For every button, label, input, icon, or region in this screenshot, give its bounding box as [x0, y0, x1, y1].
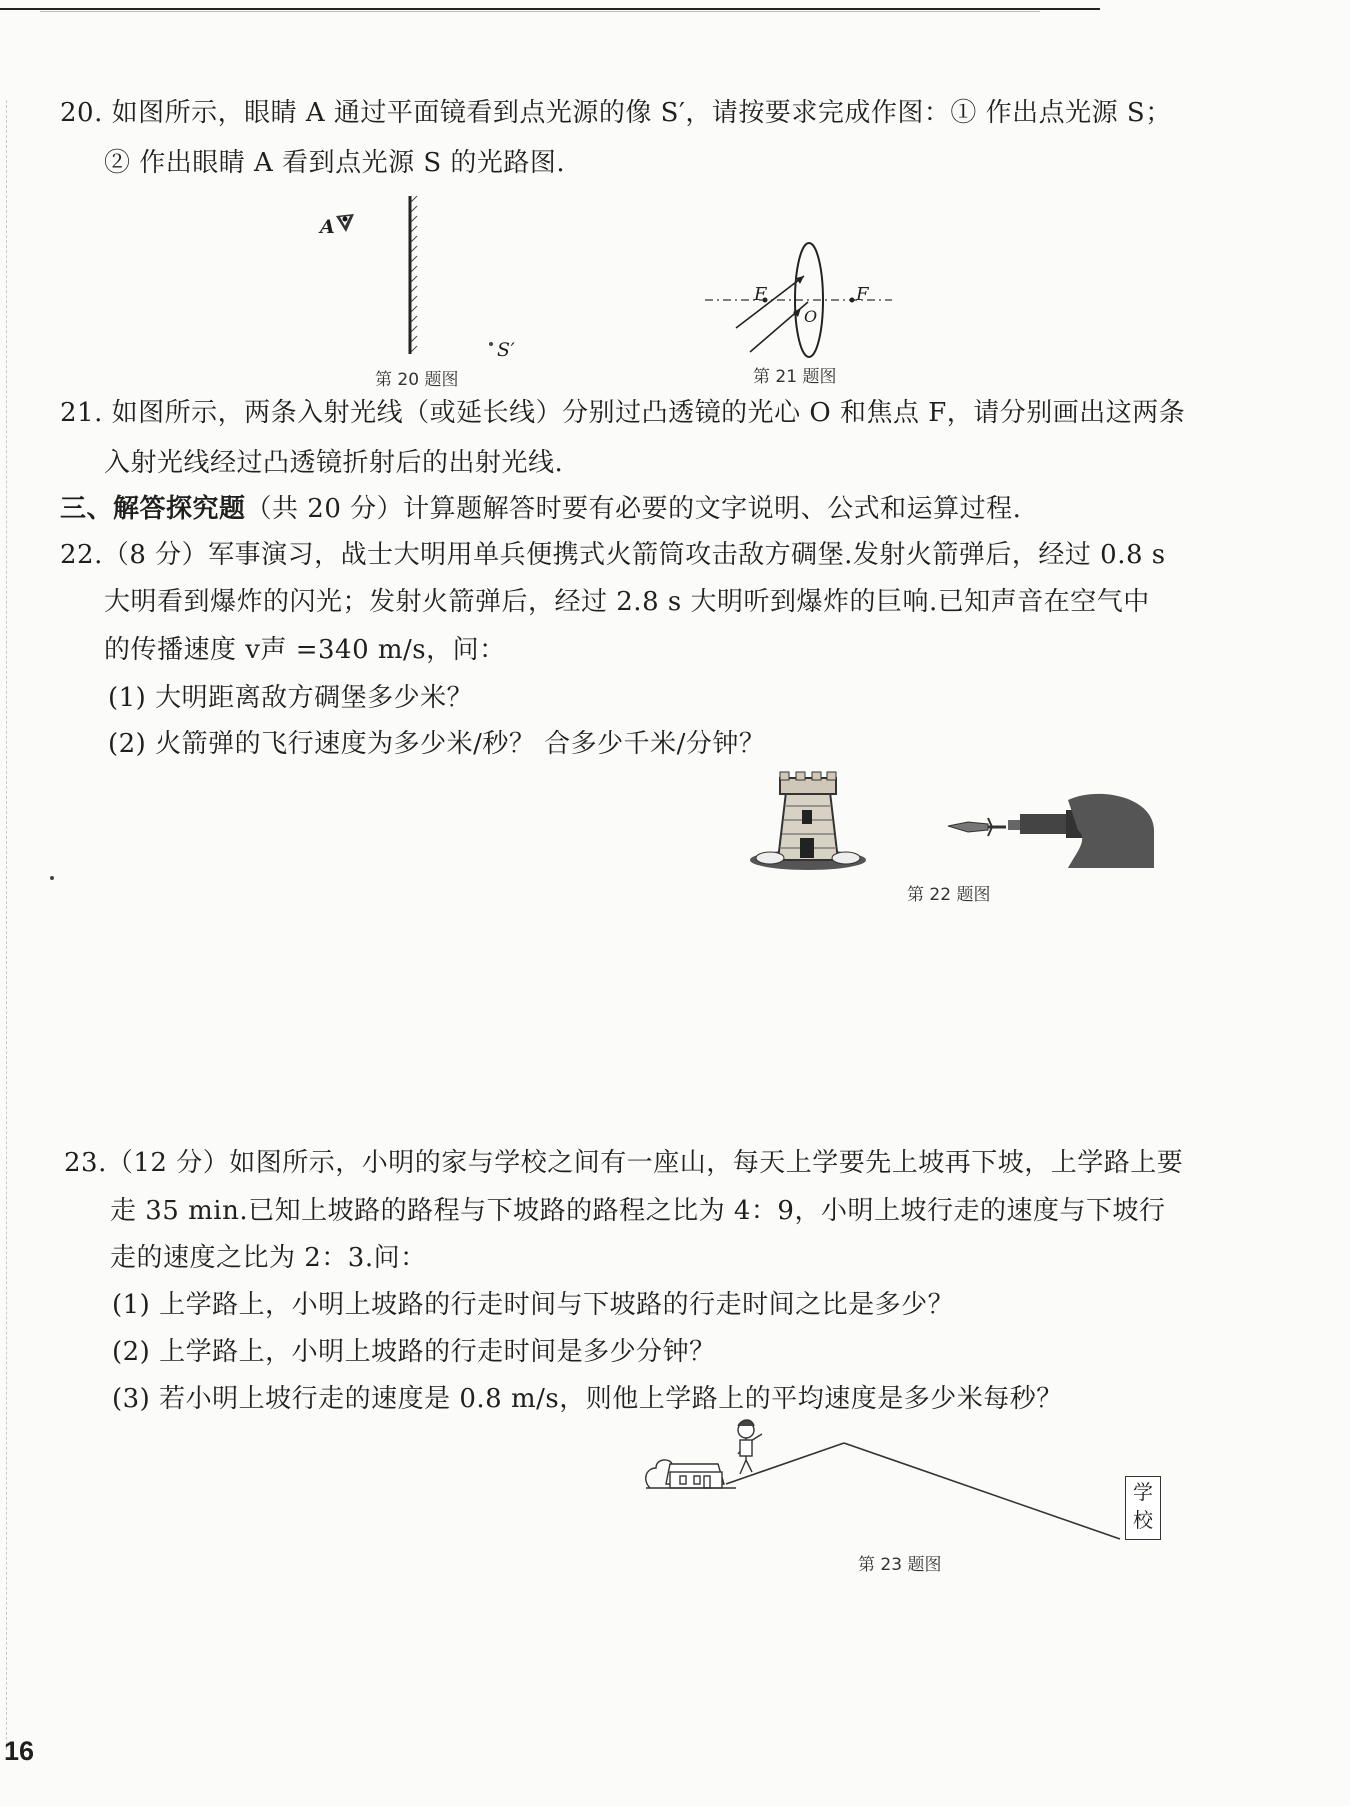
- castle-tower-icon: [748, 770, 868, 870]
- fig21-label-o: O: [804, 307, 818, 326]
- fig20-label-a: A: [320, 216, 336, 238]
- q20-line-1: 20. 如图所示，眼睛 A 通过平面镜看到点光源的像 S′，请按要求完成作图：① 作出点光源 S；: [60, 98, 1172, 128]
- fig21-label-f-right: F: [856, 284, 869, 305]
- q23-line-2: 走 35 min.已知上坡路的路程与下坡路的路程之比为 4：9，小明上坡行走的速度与下坡行: [110, 1196, 1166, 1226]
- binding-margin-line: [6, 100, 7, 1750]
- fig22-caption: 第 22 题图: [907, 885, 991, 905]
- top-rule: [0, 8, 1100, 10]
- q22-line-1: 22.（8 分）军事演习，战士大明用单兵便携式火箭筒攻击敌方碉堡.发射火箭弹后，经过 0.8 s: [60, 540, 1166, 570]
- section-3-heading: [60, 492, 1021, 526]
- fig20-caption: 第 20 题图: [375, 370, 459, 390]
- section-3-instruction: （共 20 分）计算题解答时要有必要的文字说明、公式和运算过程.: [245, 494, 1022, 524]
- q23-sub-2: (2) 上学路上，小明上坡路的行走时间是多少分钟？: [112, 1337, 716, 1367]
- q22-sub-1: (1) 大明距离敌方碉堡多少米？: [108, 683, 474, 713]
- q23-line-3: 走的速度之比为 2：3.问：: [110, 1243, 427, 1273]
- eye-icon: [334, 212, 358, 236]
- section-3-title: 三、解答探究题: [60, 494, 246, 524]
- top-rule-thin: [40, 11, 1040, 12]
- q22-line-3: 的传播速度 v声 =340 m/s，问：: [104, 635, 506, 665]
- q22-line-2: 大明看到爆炸的闪光；发射火箭弹后，经过 2.8 s 大明听到爆炸的巨响.已知声音在空气中: [104, 587, 1150, 617]
- stray-mark: [50, 876, 54, 880]
- fig20-label-s-prime: S′: [497, 339, 516, 361]
- q21-line-2: 入射光线经过凸透镜折射后的出射光线.: [104, 448, 564, 478]
- fig21-caption: 第 21 题图: [753, 367, 837, 387]
- rocket-launcher-icon: [948, 790, 1154, 870]
- school-label-1: 学: [1133, 1480, 1154, 1504]
- hill-route-diagram: [640, 1420, 1160, 1540]
- q22-sub-2: (2) 火箭弹的飞行速度为多少米/秒？ 合多少千米/分钟？: [108, 729, 766, 759]
- q21-line-1: 21. 如图所示，两条入射光线（或延长线）分别过凸透镜的光心 O 和焦点 F，请分别画出这两条: [60, 398, 1186, 428]
- q23-line-1: 23.（12 分）如图所示，小明的家与学校之间有一座山，每天上学要先上坡再下坡，上学路上要: [64, 1148, 1184, 1178]
- fig21-label-f-left: F: [754, 284, 767, 305]
- q23-sub-1: (1) 上学路上，小明上坡路的行走时间与下坡路的行走时间之比是多少？: [112, 1290, 955, 1320]
- boy-icon: [738, 1420, 762, 1474]
- convex-lens-diagram: [700, 240, 900, 360]
- image-point-dot: [489, 342, 493, 346]
- page-number: 16: [4, 1736, 35, 1766]
- school-sign: [1125, 1476, 1161, 1540]
- school-label-2: 校: [1133, 1508, 1154, 1532]
- house-icon: [646, 1460, 736, 1488]
- q23-sub-3: (3) 若小明上坡行走的速度是 0.8 m/s，则他上学路上的平均速度是多少米每秒？: [112, 1384, 1063, 1414]
- plane-mirror: [404, 196, 424, 354]
- q20-line-2: ② 作出眼睛 A 看到点光源 S 的光路图.: [104, 148, 566, 178]
- fig23-caption: 第 23 题图: [858, 1555, 942, 1575]
